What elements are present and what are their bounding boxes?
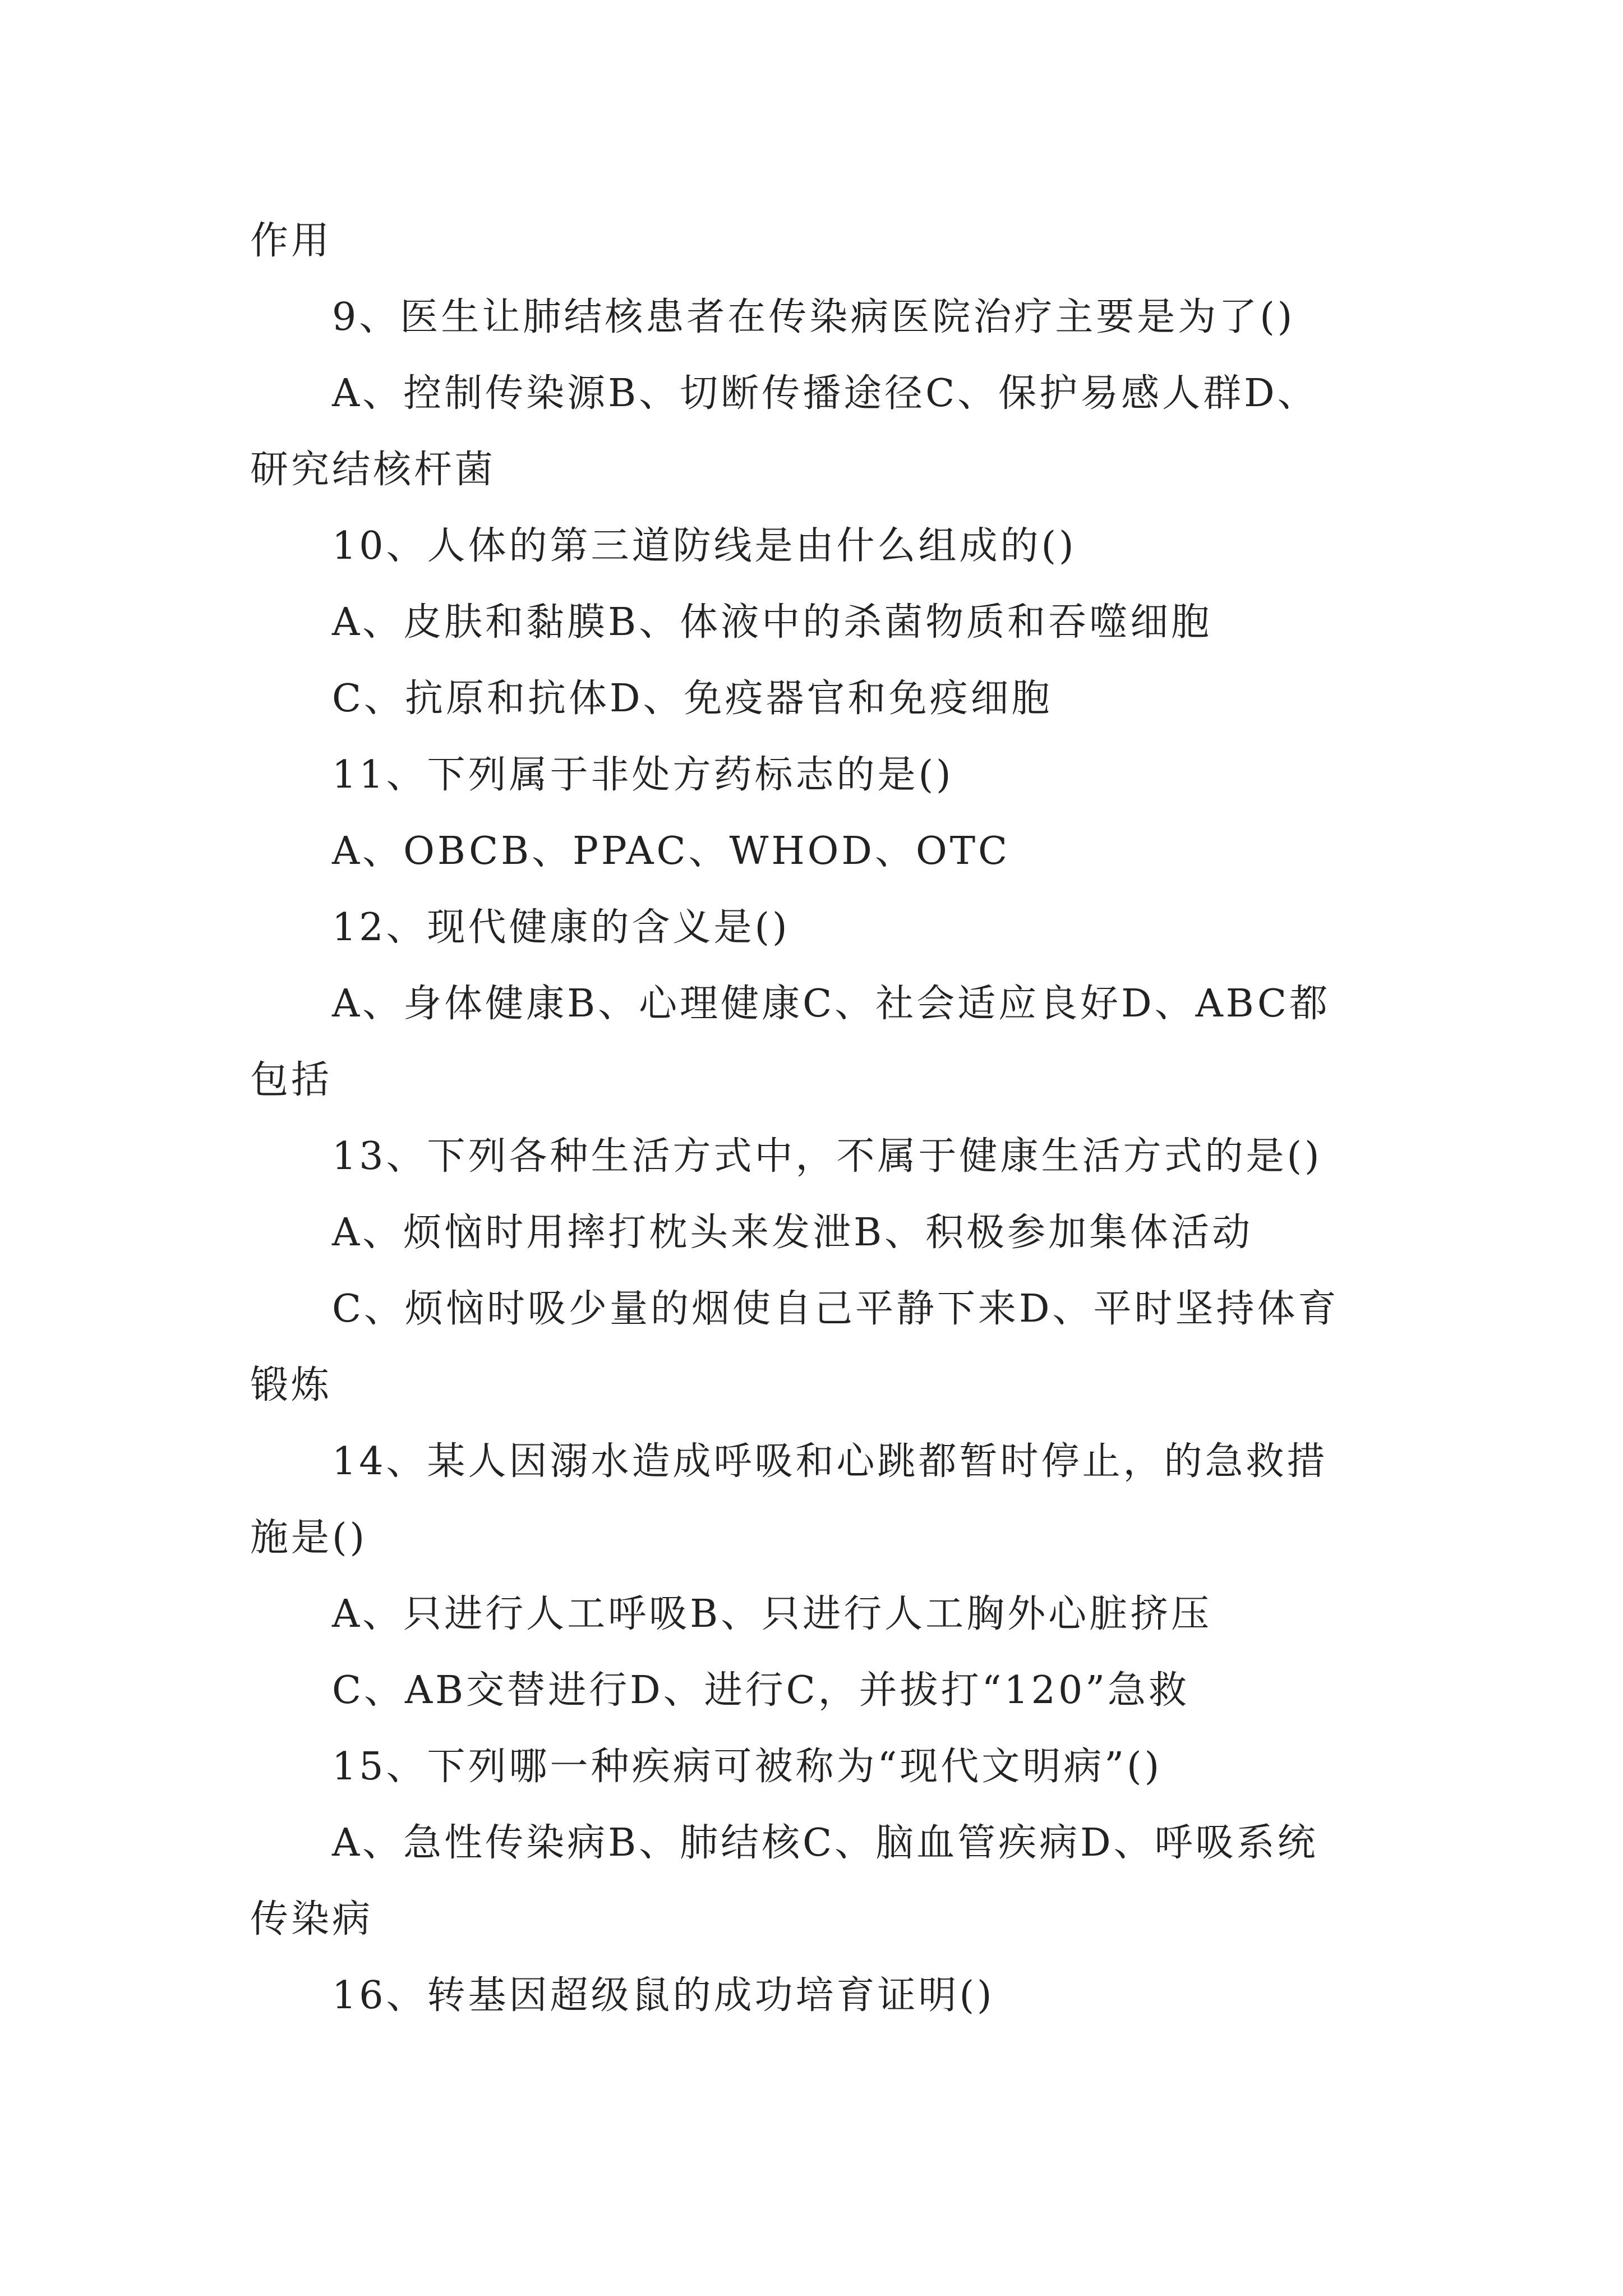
options-9: A、控制传染源B、切断传播途径C、保护易感人群D、 [332,371,1318,416]
question-12: 12、现代健康的含义是() [332,905,790,950]
question-16: 16、转基因超级鼠的成功培育证明() [332,1973,995,2018]
continuation-line: 包括 [250,1058,333,1102]
options-10-ab: A、皮肤和黏膜B、体液中的杀菌物质和吞噬细胞 [332,600,1212,645]
continuation-line: 施是() [250,1516,368,1560]
options-10-cd: C、抗原和抗体D、免疫器官和免疫细胞 [332,677,1053,721]
question-13: 13、下列各种生活方式中，不属于健康生活方式的是() [332,1134,1322,1179]
continuation-line: 研究结核杆菌 [250,448,496,492]
options-13-ab: A、烦恼时用摔打枕头来发泄B、积极参加集体活动 [332,1211,1253,1255]
question-10: 10、人体的第三道防线是由什么组成的() [332,524,1077,568]
options-11: A、OBCB、PPAC、WHOD、OTC [332,829,1011,873]
question-15: 15、下列哪一种疾病可被称为“现代文明病”() [332,1745,1163,1789]
options-14-cd: C、AB交替进行D、进行C，并拔打“120”急救 [332,1668,1189,1713]
options-14-ab: A、只进行人工呼吸B、只进行人工胸外心脏挤压 [332,1592,1212,1636]
options-12: A、身体健康B、心理健康C、社会适应良好D、ABC都 [332,982,1330,1026]
options-15: A、急性传染病B、肺结核C、脑血管疾病D、呼吸系统 [332,1821,1318,1865]
continuation-line: 锻炼 [250,1363,333,1407]
question-11: 11、下列属于非处方药标志的是() [332,753,954,797]
options-13-cd: C、烦恼时吸少量的烟使自己平静下来D、平时坚持体育 [332,1287,1339,1331]
continuation-line: 作用 [250,219,333,263]
continuation-line: 传染病 [250,1897,374,1941]
question-14: 14、某人因溺水造成呼吸和心跳都暂时停止，的急救措 [332,1439,1328,1484]
question-9: 9、医生让肺结核患者在传染病医院治疗主要是为了() [332,295,1295,339]
